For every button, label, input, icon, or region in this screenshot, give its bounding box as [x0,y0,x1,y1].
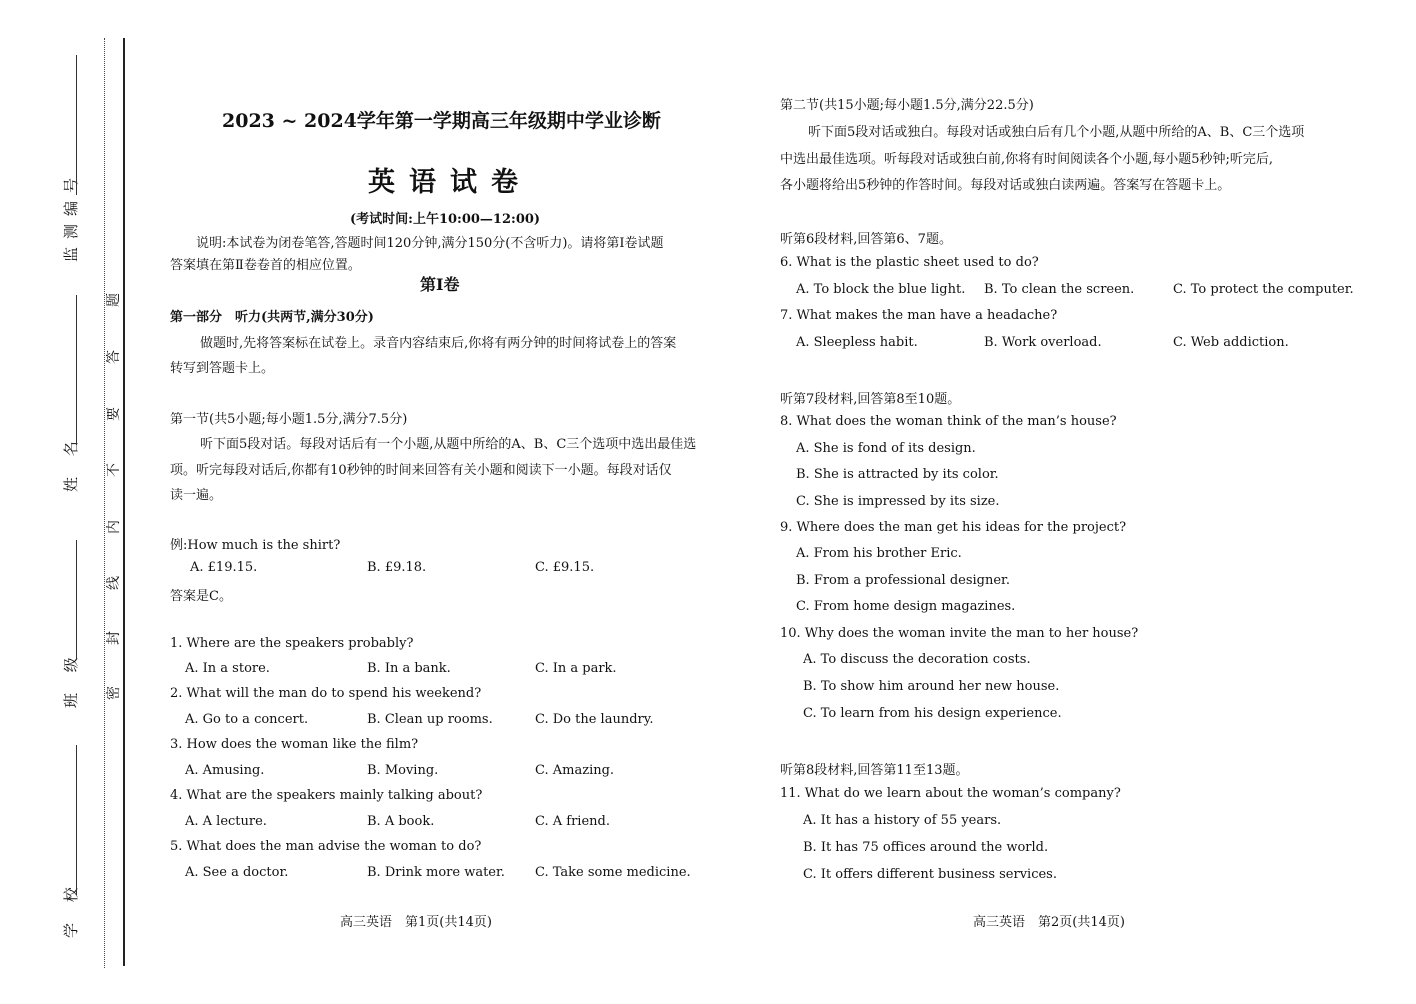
option-a: A. From his brother Eric. [796,546,962,561]
exam-header: 2023 ~ 2024学年第一学期高三年级期中学业诊断 [222,110,661,132]
example-answer: 答案是C。 [170,589,232,604]
option-a: A. To block the blue light. [796,282,966,297]
school-blank[interactable] [76,745,78,895]
material-heading: 听第8段材料,回答第11至13题。 [780,763,969,778]
option-a: A. Sleepless habit. [796,335,918,350]
option-b: B. From a professional designer. [796,573,1010,588]
volume-title: 第Ⅰ卷 [420,275,460,294]
monitor-number-label: 监测编号 [62,169,80,262]
example-option-c: C. £9.15. [535,560,595,575]
instructions-line: 答案填在第Ⅱ卷卷首的相应位置。 [170,258,361,273]
part1-title: 第一部分 听力(共两节,满分30分) [170,310,374,325]
option-c: C. To learn from his design experience. [803,706,1062,721]
question: 6. What is the plastic sheet used to do? [780,255,1039,270]
class-label: 班 级 [62,649,80,708]
section1-desc: 读一遍。 [170,488,223,503]
option-b: B. She is attracted by its color. [796,467,999,482]
option-a: A. She is fond of its design. [796,441,976,456]
option-c: C. In a park. [535,661,617,676]
question: 8. What does the woman think of the man’s house? [780,414,1117,429]
question: 9. Where does the man get his ideas for the project? [780,520,1127,535]
monitor-number-blank[interactable] [76,55,78,195]
exam-title: 英语试卷 [368,167,532,198]
question: 2. What will the man do to spend his weekend? [170,686,482,701]
section1-desc: 项。听完每段对话后,你都有10秒钟的时间来回答有关小题和阅读下一小题。每段对话仅 [170,463,672,478]
option-b: B. A book. [367,814,435,829]
option-b: B. Clean up rooms. [367,712,493,727]
option-a: A. A lecture. [185,814,267,829]
question: 5. What does the man advise the woman to do? [170,839,482,854]
question: 4. What are the speakers mainly talking about? [170,788,483,803]
option-b: B. To show him around her new house. [803,679,1060,694]
name-blank[interactable] [76,295,78,445]
option-c: C. Amazing. [535,763,615,778]
section2-desc: 中选出最佳选项。听每段对话或独白前,你将有时间阅读各个小题,每小题5秒钟;听完后, [780,152,1274,167]
seal-char: 封 [106,631,122,645]
page-footer: 高三英语 第2页(共14页) [973,915,1125,930]
option-c: C. To protect the computer. [1173,282,1354,297]
question: 11. What do we learn about the woman’s company? [780,786,1121,801]
option-c: C. From home design magazines. [796,599,1016,614]
option-a: A. To discuss the decoration costs. [803,652,1031,667]
material-heading: 听第6段材料,回答第6、7题。 [780,232,952,247]
option-b: B. Work overload. [984,335,1102,350]
section2-title: 第二节(共15小题;每小题1.5分,满分22.5分) [780,98,1034,113]
question: 1. Where are the speakers probably? [170,636,414,651]
option-c: C. She is impressed by its size. [796,494,1000,509]
seal-dotted-line [104,38,105,968]
page-footer: 高三英语 第1页(共14页) [340,915,492,930]
option-b: B. Moving. [367,763,439,778]
question: 3. How does the woman like the film? [170,737,419,752]
section2-desc: 各小题将给出5秒钟的作答时间。每段对话或独白读两遍。答案写在答题卡上。 [780,178,1231,193]
exam-time: (考试时间:上午10:00—12:00) [350,212,541,227]
seal-char: 答 [106,350,122,364]
question: 7. What makes the man have a headache? [780,308,1058,323]
option-a: A. In a store. [185,661,270,676]
name-label: 姓 名 [62,433,80,492]
example-question: 例:How much is the shirt? [170,538,341,553]
seal-char: 要 [106,407,122,421]
option-a: A. It has a history of 55 years. [803,813,1002,828]
option-c: C. Web addiction. [1173,335,1289,350]
option-c: C. A friend. [535,814,610,829]
option-a: A. Amusing. [185,763,265,778]
seal-char: 题 [106,293,122,307]
class-blank[interactable] [76,540,78,660]
material-heading: 听第7段材料,回答第8至10题。 [780,392,961,407]
part1-desc: 转写到答题卡上。 [170,361,275,376]
seal-char: 线 [106,576,122,590]
question: 10. Why does the woman invite the man to her house? [780,626,1139,641]
section1-desc: 听下面5段对话。每段对话后有一个小题,从题中所给的A、B、C三个选项中选出最佳选 [200,437,697,452]
option-a: A. Go to a concert. [185,712,309,727]
option-b: B. To clean the screen. [984,282,1135,297]
example-option-a: A. £19.15. [190,560,258,575]
part1-desc: 做题时,先将答案标在试卷上。录音内容结束后,你将有两分钟的时间将试卷上的答案 [200,336,677,351]
option-c: C. Take some medicine. [535,865,691,880]
option-a: A. See a doctor. [185,865,289,880]
option-b: B. In a bank. [367,661,451,676]
option-c: C. It offers different business services. [803,867,1057,882]
instructions-line: 说明:本试卷为闭卷笔答,答题时间120分钟,满分150分(不含听力)。请将第Ⅰ卷试题 [196,236,664,251]
school-label: 学 校 [62,879,80,938]
section1-title: 第一节(共5小题;每小题1.5分,满分7.5分) [170,412,408,427]
option-c: C. Do the laundry. [535,712,654,727]
margin-rule [123,38,125,966]
option-b: B. It has 75 offices around the world. [803,840,1049,855]
option-b: B. Drink more water. [367,865,505,880]
section2-desc: 听下面5段对话或独白。每段对话或独白后有几个小题,从题中所给的A、B、C三个选项 [808,125,1305,140]
seal-char: 密 [106,686,122,700]
seal-char: 不 [106,463,122,477]
seal-char: 内 [106,520,122,534]
example-option-b: B. £9.18. [367,560,427,575]
